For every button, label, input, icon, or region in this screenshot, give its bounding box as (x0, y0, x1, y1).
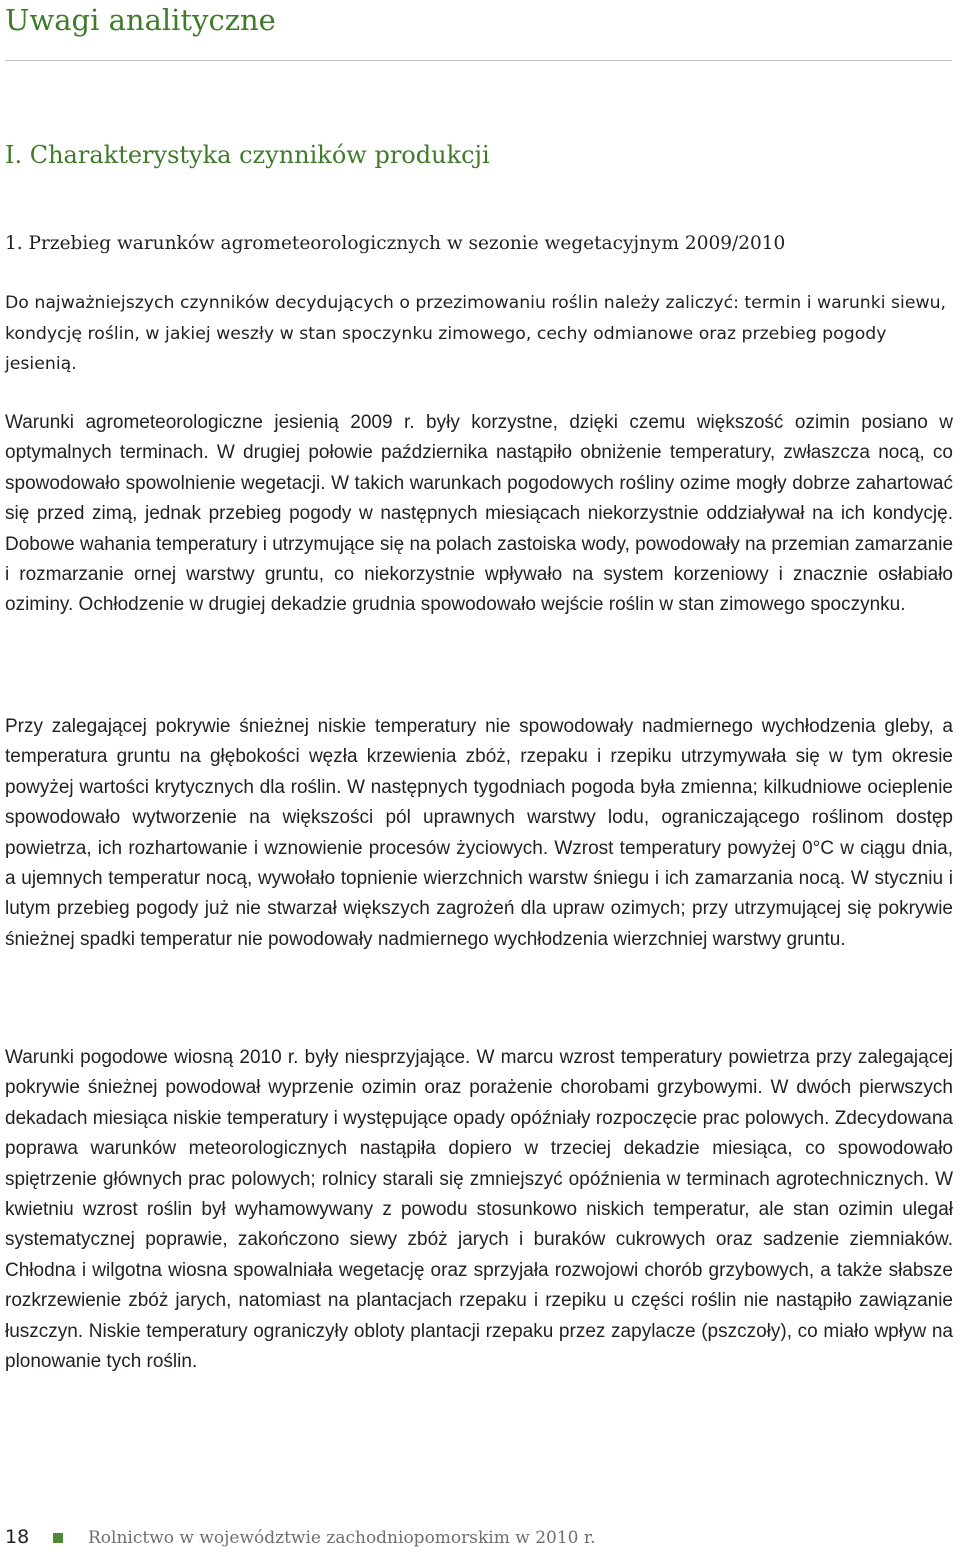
body-paragraph-spring: Warunki pogodowe wiosną 2010 r. były niesprzyjające. W marcu wzrost temperatury powietrza przy zalegającej pokrywie śnieżnej powodował wyprzenie ozimin oraz porażenie chorobami grzybowymi. W dwóch pierwszych dekadach miesiąca niskie temperatury i występujące opady opóźniały rozpoczęcie prac polowych. Zdecydowana poprawa warunków meteorologicznych nastąpiła dopiero w trzeciej dekadzie miesiąca, co spowodowało spiętrzenie głównych prac polowych; rolnicy starali się zmniejszyć opóźnienia w terminach agrotechnicznych. W kwietniu wzrost roślin był wyhamowywany z powodu stosunkowo niskich temperatur, ale stan ozimin ulegał systematycznej poprawie, zakończono siewy zbóż jarych i buraków cukrowych oraz sadzenie ziemniaków. Chłodna i wilgotna wiosna spowalniała wegetację oraz sprzyjała rozwojowi chorób grzybowych, a także słabsze rozkrzewienie zbóż jarych, natomiast na plantacjach rzepaku i rzepiku u części roślin nie nastąpiło zawiązanie łuszczyn. Niskie temperatury ograniczyły obloty plantacji rzepaku przez zapylacze (pszczoły), co miało wpływ na plonowanie tych roślin. (5, 1047, 953, 1373)
publication-title: Rolnictwo w województwie zachodniopomorskim w 2010 r. (88, 1528, 596, 1548)
body-paragraph-autumn: Warunki agrometeorologiczne jesienią 2009 r. były korzystne, dzięki czemu większość ozimin posiano w optymalnych terminach. W drugiej połowie października nastąpiło obniżenie temperatury, zwłaszcza nocą, co spowodowało spowolnienie wegetacji. W takich warunkach pogodowych rośliny ozime mogły dobrze zahartować się przed zimą, jednak przebieg pogody w następnych miesiącach niekorzystnie oddziaływał na ich kondycję. Dobowe wahania temperatury i utrzymujące się na polach zastoiska wody, powodowały na przemian zamarzanie i rozmarzanie ornej warstwy gruntu, co niekorzystnie wpływało na system korzeniowy i znacznie osłabiało oziminy. Ochłodzenie w drugiej dekadzie grudnia spowodowało wejście roślin w stan zimowego spoczynku. (5, 412, 954, 616)
intro-paragraph: Do najważniejszych czynników decydujących o przezimowaniu roślin należy zaliczyć: termin i warunki siewu, kondycję roślin, w jakiej weszły w stan spoczynku zimowego, cechy odmianowe oraz przebieg pogody jesienią. (5, 293, 947, 374)
body-paragraph-winter: Przy zalegającej pokrywie śnieżnej niskie temperatury nie spowodowały nadmiernego wychłodzenia gleby, a temperatura gruntu na głębokości węzła krzewienia zbóż, rzepaku i rzepiku utrzymywała się w tym okresie powyżej wartości krytycznych dla roślin. W następnych tygodniach pogoda była zmienna; kilkudniowe ocieplenie spowodowało wytworzenie na większości pól uprawnych warstwy lodu, ograniczającego roślinom dostęp powietrza, ich rozhartowanie i wznowienie procesów życiowych. Wzrost temperatury powyżej 0°C w ciągu dnia, a ujemnych temperatur nocą, wywołało topnienie wierzchnich warstw śniegu i ich zamarzania nocą. W styczniu i lutym przebieg pogody już nie stwarzał większych zagrożeń dla upraw ozimych; przy utrzymującej się pokrywie śnieżnej spadki temperatur nie powodowały nadmiernego wychłodzenia wierzchniej warstwy gruntu. (5, 716, 953, 950)
page-number: 18 (5, 1526, 30, 1548)
page-footer (5, 1522, 955, 1558)
title-divider (5, 60, 952, 61)
footer-square-bullet-icon (53, 1533, 63, 1543)
section-heading: I. Charakterystyka czynników produkcji (5, 141, 490, 169)
subsection-heading: 1. Przebieg warunków agrometeorologicznych w sezonie wegetacyjnym 2009/2010 (5, 233, 786, 254)
page-title: Uwagi analityczne (5, 3, 276, 37)
